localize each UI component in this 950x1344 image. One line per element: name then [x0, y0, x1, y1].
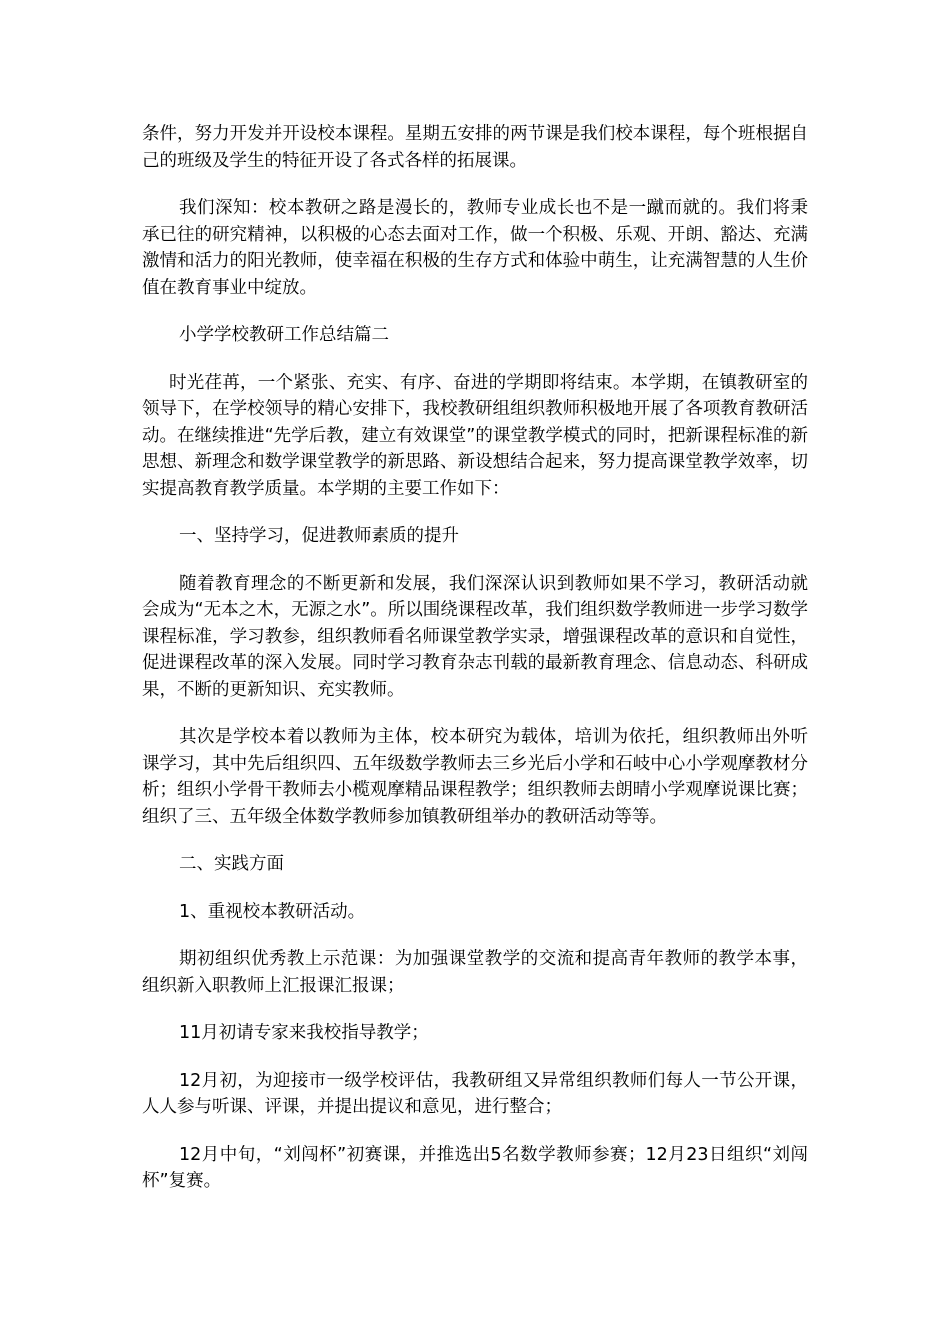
section-heading-1: 一、坚持学习，促进教师素质的提升 — [179, 526, 459, 546]
section-heading-2: 二、实践方面 — [179, 854, 284, 874]
paragraph-training: 其次是学校本着以教师为主体，校本研究为载体，培训为依托，组织教师出外听课学习，其中先后组织四、五年级数学教师去三乡光后小学和石岐中心小学观摩教材分析；组织小学骨干教师去小榄观摩精品课程教学；组织教师去朗晴小学观摩说课比赛；组织了三、五年级全体数学教师参加镇教研组举办的教研活动等等。 — [142, 727, 808, 827]
section-title: 小学学校教研工作总结篇二 — [179, 325, 389, 345]
subsection-heading-1: 1、重视校本教研活动。 — [179, 901, 366, 922]
paragraph-conclusion: 我们深知：校本教研之路是漫长的，教师专业成长也不是一蹴而就的。我们将秉承已往的研究精神，以积极的心态去面对工作，做一个积极、乐观、开朗、豁达、充满激情和活力的阳光教师，使幸福在积极的生存方式和体验中萌生，让充满智慧的人生价值在教育事业中绽放。 — [142, 198, 808, 298]
paragraph-november: 11月初请专家来我校指导教学； — [179, 1023, 429, 1043]
document-page — [142, 121, 808, 1216]
paragraph-intro: 时光荏苒，一个紧张、充实、有序、奋进的学期即将结束。本学期，在镇教研室的领导下，在学校领导的精心安排下，我校教研组组织教师积极地开展了各项教育教研活动。在继续推进“先学后教，建立有效课堂”的课堂教学模式的同时，把新课程标准的新思想、新理念和数学课堂教学的新思路、新设想结合起来，努力提高课堂教学效率，切实提高教育教学质量。本学期的主要工作如下： — [142, 372, 808, 499]
paragraph-continuation: 条件，努力开发并开设校本课程。星期五安排的两节课是我们校本课程，每个班根据自己的班级及学生的特征开设了各式各样的拓展课。 — [142, 124, 808, 171]
paragraph-december-mid: 12月中旬，“刘闯杯”初赛课，并推选出5名数学教师参赛；12月23日组织“刘闯杯”复赛。 — [142, 1144, 808, 1191]
paragraph-demo-lessons: 期初组织优秀教上示范课：为加强课堂教学的交流和提高青年教师的教学本事，组织新入职教师上汇报课汇报课； — [142, 949, 808, 996]
paragraph-december-early: 12月初，为迎接市一级学校评估，我教研组又异常组织教师们每人一节公开课，人人参与听课、评课，并提出提议和意见，进行整合； — [142, 1070, 808, 1117]
paragraph-learning: 随着教育理念的不断更新和发展，我们深深认识到教师如果不学习，教研活动就会成为“无本之木，无源之水”。所以围绕课程改革，我们组织数学教师进一步学习数学课程标准，学习教参，组织教师看名师课堂教学实录，增强课程改革的意识和自觉性，促进课程改革的深入发展。同时学习教育杂志刊载的最新教育理念、信息动态、科研成果，不断的更新知识、充实教师。 — [142, 573, 808, 700]
